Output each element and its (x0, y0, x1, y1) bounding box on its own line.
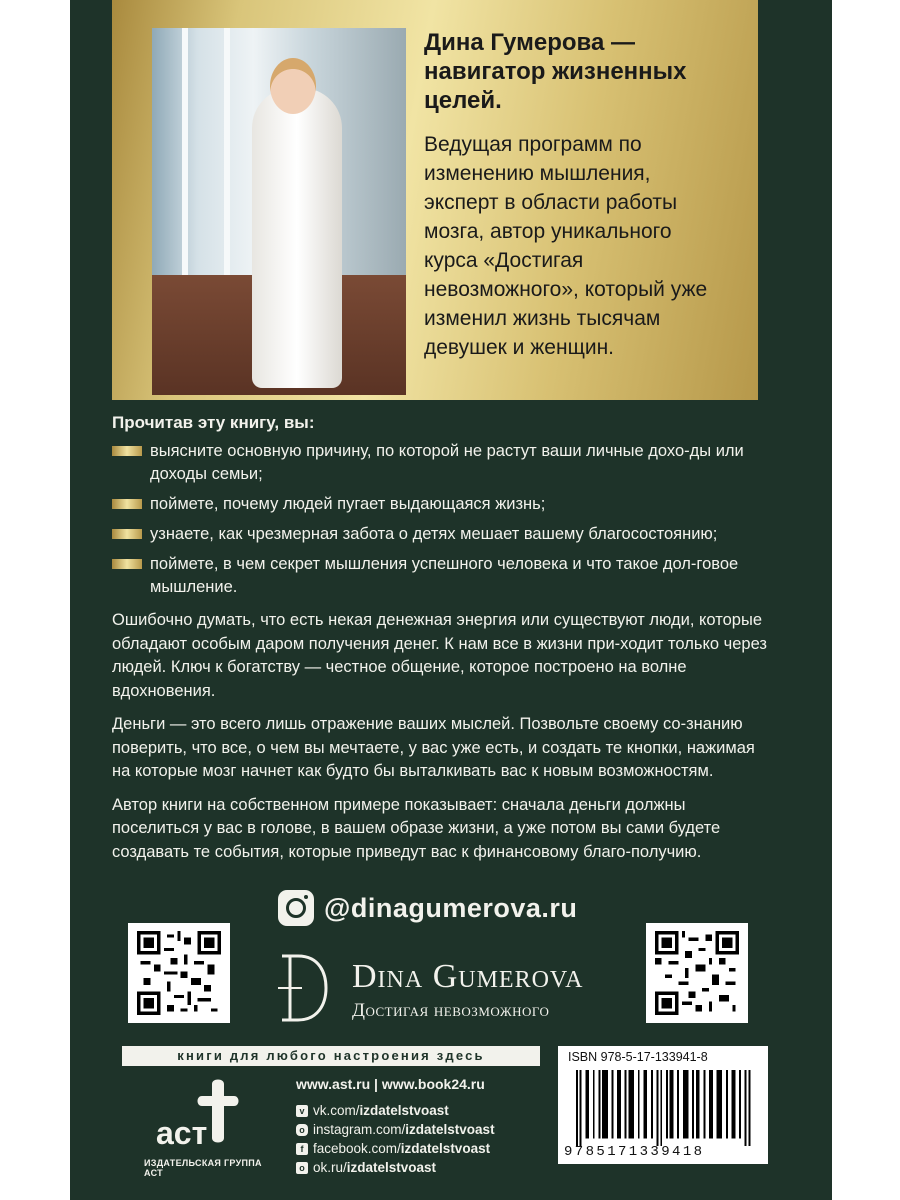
instagram-icon: o (296, 1124, 308, 1136)
brand-name: Dina Gumerova (352, 958, 584, 995)
gold-bullet-icon (112, 559, 142, 569)
list-item: узнаете, как чрезмерная забота о детях мешает вашему благосостоянию; (112, 523, 772, 546)
dina-gumerova-brand (272, 948, 602, 1028)
gold-bullet-icon (112, 499, 142, 509)
book-description (112, 412, 772, 864)
benefits-lead: Прочитав эту книгу, вы: (112, 413, 315, 432)
barcode-bars (576, 1070, 754, 1146)
qr-code-left[interactable] (128, 923, 230, 1023)
paragraph: Ошибочно думать, что есть некая денежная энергия или существуют люди, которые обладают особым даром получения денег. К нам все в жизни при-ходит только через людей. Ключ к богатству — честное общение, которое построено на волне вдохновения. (112, 611, 767, 700)
publisher-strip: книги для любого настроения здесь (122, 1046, 540, 1066)
list-item: выясните основную причину, по которой не растут ваши личные дохо-ды или доходы семьи; (112, 440, 772, 486)
social-link-facebook[interactable]: f facebook.com/ izdatelstvoast (296, 1139, 495, 1158)
publisher-links (296, 1076, 495, 1177)
author-title: Дина Гумерова — навигатор жизненных целей. (424, 29, 687, 114)
ast-logo-icon (150, 1078, 250, 1158)
social-link-instagram[interactable]: o instagram.com/ izdatelstvoast (296, 1120, 495, 1139)
social-link-ok[interactable]: о ok.ru/ izdatelstvoast (296, 1158, 495, 1177)
dina-gumerova-logo-icon (276, 952, 328, 1024)
paragraph: Деньги — это всего лишь отражение ваших мыслей. Позвольте своему со-знанию поверить, что все, о чем вы мечтаете, у вас уже есть, и создать те кнопки, нажимая на которые мозг начнет как будто бы выталкивать вас к новым возможностям. (112, 715, 755, 780)
author-description: Ведущая программ по изменению мышления, эксперт в области работы мозга, автор уникального курса «Достигая невозможного», который уже изменил жизнь тысячам девушек и женщин. (424, 133, 708, 359)
gold-bullet-icon (112, 529, 142, 539)
qr-code-right[interactable] (646, 923, 748, 1023)
paragraph: Автор книги на собственном примере показывает: сначала деньги должны поселиться у вас в голове, в вашем образе жизни, а уже потом вы сами будете создавать те события, которые приведут вас к финансовому благо-получию. (112, 795, 721, 861)
list-item: поймете, в чем секрет мышления успешного человека и что такое дол-говое мышление. (112, 553, 772, 599)
social-link-vk[interactable]: v vk.com/ izdatelstvoast (296, 1101, 495, 1120)
barcode (558, 1046, 768, 1164)
instagram-icon (278, 890, 314, 926)
vk-icon: v (296, 1105, 308, 1117)
publisher-sites[interactable]: www.ast.ru | www.book24.ru (296, 1076, 485, 1092)
isbn-label: ISBN 978-5-17-133941-8 (568, 1050, 708, 1064)
gold-bullet-icon (112, 446, 142, 456)
instagram-handle: @dinagumerova.ru (324, 892, 578, 923)
facebook-icon: f (296, 1143, 308, 1155)
brand-tagline: Достигая невозможного (352, 1000, 550, 1021)
ast-logo-text: аст (156, 1115, 208, 1151)
author-photo (152, 28, 406, 395)
instagram-link[interactable] (278, 888, 577, 928)
list-item: поймете, почему людей пугает выдающаяся жизнь; (112, 493, 772, 516)
publisher-caption: ИЗДАТЕЛЬСКАЯ ГРУППА АСТ (144, 1158, 262, 1178)
ean-number: 9785171339418 (564, 1144, 705, 1160)
odnoklassniki-icon: о (296, 1162, 308, 1174)
benefits-list (112, 440, 772, 599)
